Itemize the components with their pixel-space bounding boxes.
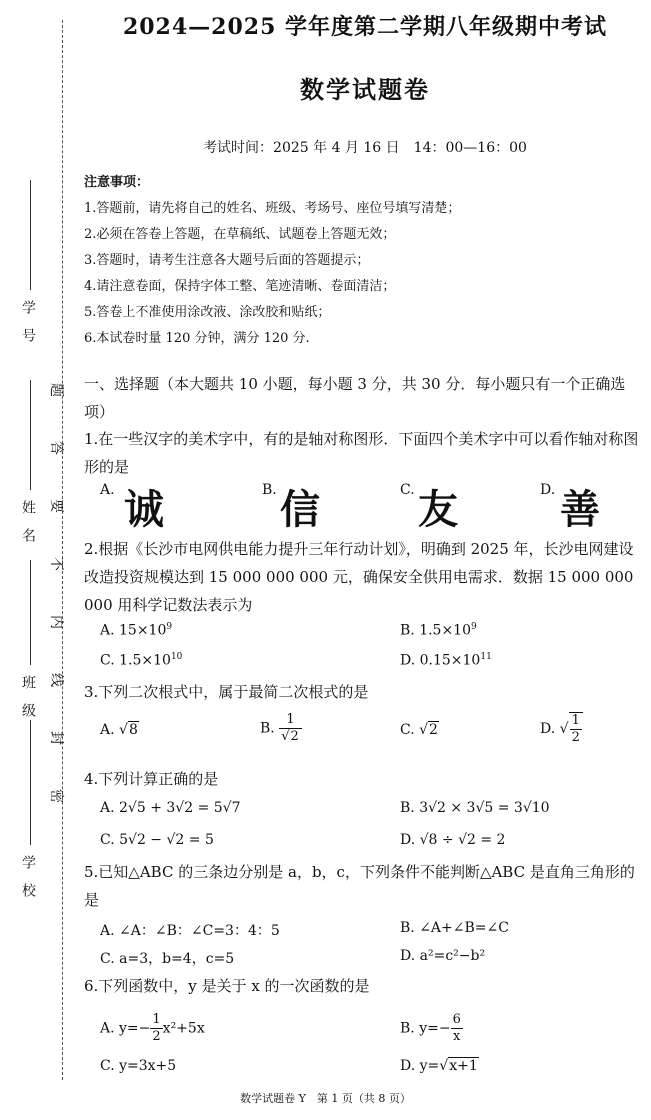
seal-char: 内	[48, 615, 64, 629]
question-5-option-c: C. a=3，b=4，c=5	[100, 951, 235, 967]
question-5-stem: 5.已知△ABC 的三条边分别是 a，b，c，下列条件不能判断△ABC 是直角三角形的是	[84, 863, 635, 909]
school-label: 学 校	[20, 855, 36, 897]
note-item: 6.本试卷时量 120 分钟，满分 120 分.	[84, 331, 310, 346]
question-5-option-a: A. ∠A：∠B：∠C=3：4：5	[100, 923, 280, 939]
note-item: 5.答卷上不准使用涂改液、涂改胶和贴纸；	[84, 305, 331, 320]
option-label: A.	[100, 482, 115, 498]
school-field[interactable]	[30, 720, 31, 845]
seal-char: 要	[48, 499, 64, 513]
class-field[interactable]	[30, 560, 31, 665]
exam-time: 考试时间：2025 年 4 月 16 日 14：00—16：00	[203, 140, 527, 156]
option-label: D.	[540, 482, 556, 498]
seal-warning	[50, 380, 64, 806]
question-4-option-a: A. 2√5 + 3√2 = 5√7	[100, 800, 241, 816]
question-4-stem: 4.下列计算正确的是	[84, 770, 219, 788]
question-6-option-a: A. y=− $\frac{1}{2}$ x²+5x	[100, 1012, 205, 1044]
option-label: C.	[400, 482, 415, 498]
question-2-option-d: D. $0.15\times 10^{11}$	[400, 652, 492, 669]
student-name-label: 姓 名	[20, 500, 36, 542]
notes-section	[84, 170, 644, 352]
question-5-option-d: D. a²=c²−b²	[400, 948, 486, 964]
option-b-char: 信	[280, 487, 320, 533]
question-4-option-d: D. √8 ÷ √2 = 2	[400, 832, 506, 848]
seal-char: 封	[48, 731, 64, 745]
question-1-stem: 1.在一些汉字的美术字中，有的是轴对称图形．下面四个美术字中可以看作轴对称图形的是	[84, 430, 639, 476]
question-3-option-b: B. $\frac{1}{√2}$	[260, 712, 302, 745]
note-item: 1.答题前，请先将自己的姓名、班级、考场号、座位号填写清楚；	[84, 201, 461, 216]
question-2-option-b: B. $1.5\times 10^9$	[400, 622, 477, 639]
question-3-option-d: D. √ $\frac{1}{2}$	[540, 712, 583, 746]
student-name-field[interactable]	[30, 380, 31, 490]
question-6-option-c: C. y=3x+5	[100, 1058, 177, 1074]
question-3-option-a: A. √8	[100, 722, 138, 738]
question-5-option-b: B. ∠A+∠B=∠C	[400, 920, 509, 936]
seal-char: 线	[48, 673, 64, 687]
note-item: 3.答题时，请考生注意各大题号后面的答题提示；	[84, 253, 370, 268]
exam-title: 2024—2025 学年度第二学期八年级期中考试	[122, 14, 608, 40]
seal-char: 题	[48, 383, 64, 397]
section-heading: 一、选择题（本大题共 10 小题，每小题 3 分，共 30 分．每小题只有一个正确选项）	[84, 375, 626, 421]
student-id-label: 学 号	[20, 300, 36, 342]
seal-char: 密	[48, 789, 64, 803]
question-2-option-c: C. $1.5\times 10^{10}$	[100, 652, 183, 669]
notes-heading: 注意事项：	[84, 175, 150, 190]
question-2-option-a: A. $15\times 10^9$	[100, 622, 173, 639]
page-footer: 数学试题卷 Y 第 1 页（共 8 页）	[240, 1092, 411, 1105]
option-c-char: 友	[418, 487, 458, 533]
seal-char: 不	[48, 557, 64, 571]
question-6-option-d: D. y=√x+1	[400, 1058, 478, 1074]
exam-subtitle: 数学试题卷	[300, 75, 430, 104]
class-label: 班 级	[20, 675, 36, 717]
seal-char: 答	[48, 441, 64, 455]
option-label: B.	[262, 482, 277, 498]
question-2-stem: 2.根据《长沙市电网供电能力提升三年行动计划》，明确到 2025 年，长沙电网建设改造投资规模达到 15 000 000 000 元，确保安全供用电需求．数据 15 000 000 000 用科学记数法表示为	[84, 540, 634, 614]
note-item: 4.请注意卷面，保持字体工整、笔迹清晰、卷面清洁；	[84, 279, 396, 294]
student-id-field[interactable]	[30, 180, 31, 290]
question-6-stem: 6.下列函数中，y 是关于 x 的一次函数的是	[84, 977, 370, 995]
question-3-option-c: C. √2	[400, 722, 438, 738]
question-4-option-c: C. 5√2 − √2 = 5	[100, 832, 214, 848]
option-a-char: 诚	[124, 487, 164, 533]
question-3-stem: 3.下列二次根式中，属于最简二次根式的是	[84, 683, 369, 701]
question-6-option-b: B. y=− $\frac{6}{x}$	[400, 1012, 461, 1044]
option-d-char: 善	[560, 487, 600, 533]
question-4-option-b: B. 3√2 × 3√5 = 3√10	[400, 800, 550, 816]
note-item: 2.必须在答卷上答题，在草稿纸、试题卷上答题无效；	[84, 227, 396, 242]
